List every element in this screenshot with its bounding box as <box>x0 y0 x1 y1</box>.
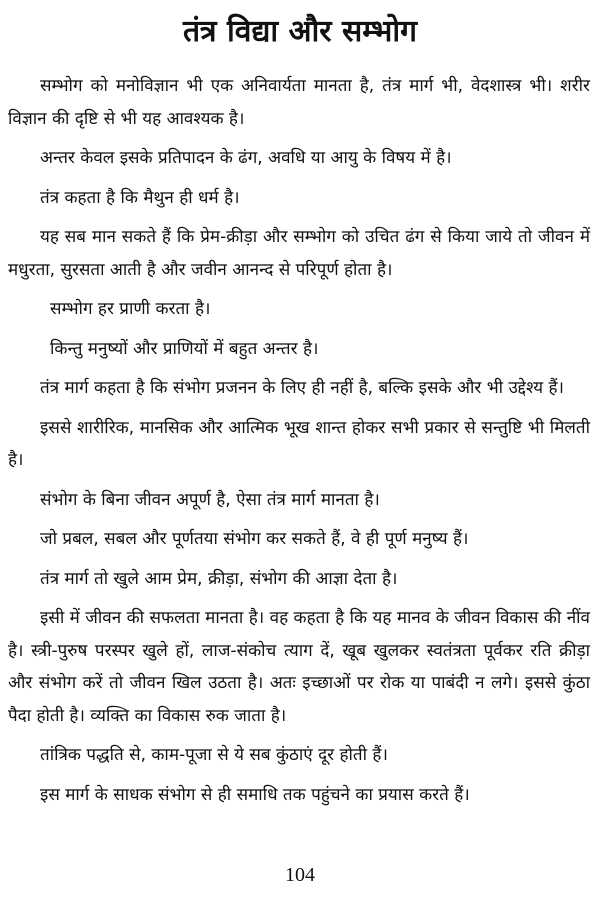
paragraph: तंत्र मार्ग कहता है कि संभोग प्रजनन के लिए ही नहीं है, बल्कि इसके और भी उद्देश्य हैं। <box>40 378 564 398</box>
chapter-title: तंत्र विद्या और सम्भोग <box>182 14 418 49</box>
paragraph: अन्तर केवल इसके प्रतिपादन के ढंग, अवधि या आयु के विषय में है। <box>40 148 452 168</box>
paragraph: इसी में जीवन की सफलता मानता है। वह कहता है कि यह मानव के जीवन विकास की नींव है। स्त्री-पुरुष परस्पर खुले हों, लाज-संकोच त्याग दें, खूब खुलकर स्वतंत्रता पूर्वकर रति क्रीड़ा और संभोग करें तो जीवन खिल उठता है। अतः इच्छाओं पर रोक या पाबंदी न लगे। इससे कुंठा पैदा होती है। व्यक्ति का विकास रुक जाता है। <box>8 608 590 726</box>
paragraph: इस मार्ग के साधक संभोग से ही समाधि तक पहुंचने का प्रयास करते हैं। <box>40 784 470 805</box>
paragraph: सम्भोग को मनोविज्ञान भी एक अनिवार्यता मानता है, तंत्र मार्ग भी, वेदशास्त्र भी। शरीर विज्ञान की दृष्टि से भी यह आवश्यक है। <box>8 76 590 129</box>
paragraph: सम्भोग हर प्राणी करता है। <box>50 299 211 319</box>
paragraph: तंत्र कहता है कि मैथुन ही धर्म है। <box>40 187 240 208</box>
chapter-body <box>8 70 590 818</box>
page-number: 104 <box>285 864 315 886</box>
paragraph: तंत्र मार्ग तो खुले आम प्रेम, क्रीड़ा, संभोग की आज्ञा देता है। <box>40 568 398 589</box>
paragraph: किन्तु मनुष्यों और प्राणियों में बहुत अन्तर है। <box>50 338 319 359</box>
paragraph: यह सब मान सकते हैं कि प्रेम-क्रीड़ा और सम्भोग को उचित ढंग से किया जाये तो जीवन में मधुरता, सुरसता आती है और जवीन आनन्द से परिपूर्ण होता है। <box>8 227 590 280</box>
paragraph: जो प्रबल, सबल और पूर्णतया संभोग कर सकते हैं, वे ही पूर्ण मनुष्य हैं। <box>40 529 469 549</box>
paragraph: तांत्रिक पद्धति से, काम-पूजा से ये सब कुंठाएं दूर होती हैं। <box>40 745 388 765</box>
paragraph: इससे शारीरिक, मानसिक और आत्मिक भूख शान्त होकर सभी प्रकार से सन्तुष्टि भी मिलती है। <box>8 417 590 470</box>
paragraph: संभोग के बिना जीवन अपूर्ण है, ऐसा तंत्र मार्ग मानता है। <box>40 489 380 510</box>
